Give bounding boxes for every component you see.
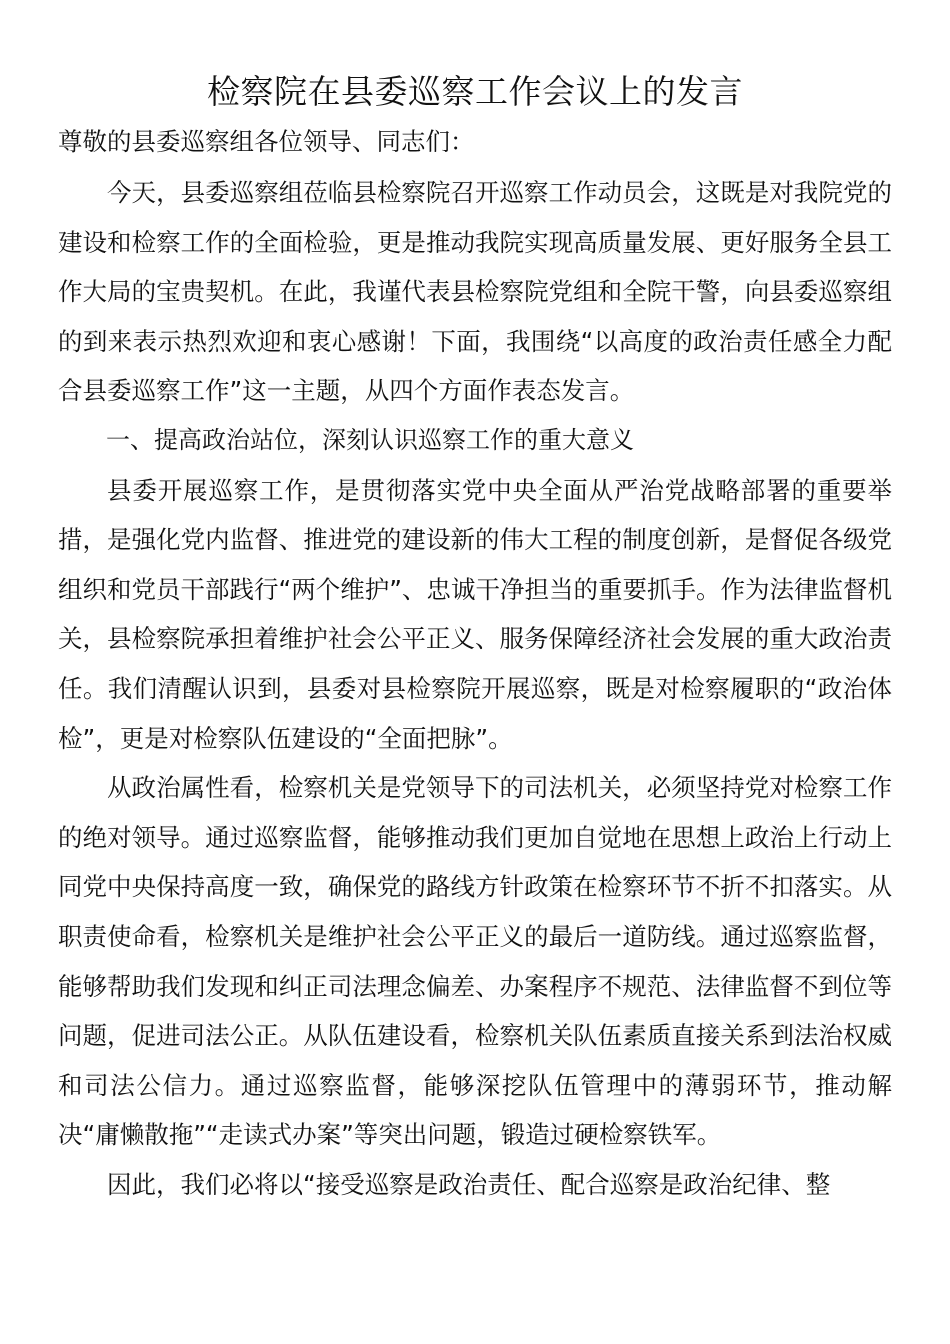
salutation: 尊敬的县委巡察组各位领导、同志们： (58, 127, 475, 156)
paragraph-perspectives: 从政治属性看，检察机关是党领导下的司法机关，必须坚持党对检察工作的绝对领导。通过巡察监督，能够推动我们更加自觉地在思想上政治上行动上同党中央保持高度一致，确保党的路线方针政策在检察环节不折不扣落实。从职责使命看，检察机关是维护社会公平正义的最后一道防线。通过巡察监督，能够帮助我们发现和纠正司法理念偏差、办案程序不规范、法律监督不到位等问题，促进司法公正。从队伍建设看，检察机关队伍素质直接关系到法治权威和司法公信力。通过巡察监督，能够深挖队伍管理中的薄弱环节，推动解决“庸懒散拖”“走读式办案”等突出问题，锻造过硬检察铁军。 (58, 773, 892, 1150)
document-body (58, 168, 892, 1209)
paragraph-significance: 县委开展巡察工作，是贯彻落实党中央全面从严治党战略部署的重要举措，是强化党内监督、推进党的建设新的伟大工程的制度创新，是督促各级党组织和党员干部践行“两个维护”、忠诚干净担当的重要抓手。作为法律监督机关，县检察院承担着维护社会公平正义、服务保障经济社会发展的重大政治责任。我们清醒认识到，县委对县检察院开展巡察，既是对检察履职的“政治体检”，更是对检察队伍建设的“全面把脉”。 (58, 475, 892, 753)
document-title: 检察院在县委巡察工作会议上的发言 (207, 72, 743, 111)
paragraph-opening: 今天，县委巡察组莅临县检察院召开巡察工作动员会，这既是对我院党的建设和检察工作的全面检验，更是推动我院实现高质量发展、更好服务全县工作大局的宝贵契机。在此，我谨代表县检察院党组和全院干警，向县委巡察组的到来表示热烈欢迎和衷心感谢！下面，我围绕“以高度的政治责任感全力配合县委巡察工作”这一主题，从四个方面作表态发言。 (58, 178, 892, 406)
section-heading-1: 一、提高政治站位，深刻认识巡察工作的重大意义 (106, 425, 634, 454)
paragraph-conclusion: 因此，我们必将以“接受巡察是政治责任、配合巡察是政治纪律、整 (107, 1169, 831, 1199)
document-page (58, 64, 892, 1209)
